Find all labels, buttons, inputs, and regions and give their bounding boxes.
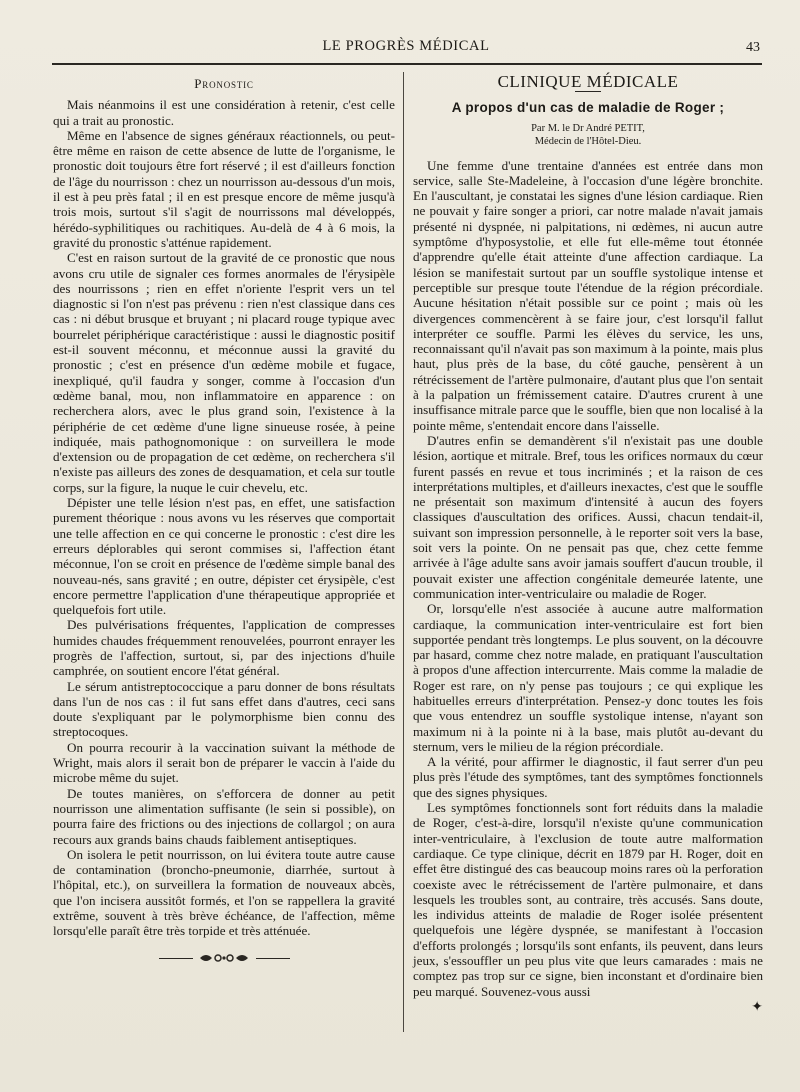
paragraph: Même en l'absence de signes généraux réactionnels, ou peut-être même en raison de cette absence de lutte de l'organisme, le pronostic doit toujours être fort réservé ; il est d'ailleurs fonction de l'âge du nourrisson : chez un nourrisson au-dessous d'un mois, il est à peu près fatal ; il en est presque encore de même jusqu'à trois mois, surtout s'il s'agit de nourrissons mal développés, hérédo-syphilitiques ou rachitiques. Au-delà de 4 à 6 mois, la gravité du pronostic s'atténue rapidement. — [53, 127, 395, 250]
paragraph: On pourra recourir à la vaccination suivant la méthode de Wright, mais alors il serait bon de préparer le vaccin à l'aide du microbe même du sujet. — [53, 739, 395, 786]
continuation-mark-icon: ✦ — [751, 999, 763, 1015]
paragraph: Des pulvérisations fréquentes, l'application de compresses humides chaudes fréquemment renouvelées, pourront enrayer les progrès de l'affection, surtout, si, par des injections d'huile camphrée, on soutient encore l'état général. — [53, 617, 395, 679]
ornament-divider — [53, 951, 395, 966]
paragraph: De toutes manières, on s'efforcera de donner au petit nourrisson une alimentation suffisante (le sein si possible), on pourra faire des frictions ou des injections de collargol ; on aura recours aux grands bains chauds faiblement antiseptiques. — [53, 785, 395, 847]
page-header — [52, 34, 760, 60]
header-rule — [52, 63, 762, 65]
paragraph: Or, lorsqu'elle n'est associée à aucune autre malformation cardiaque, la communication inter-ventriculaire est fort bien supportée pendant très longtemps. Le plus souvent, on la découvre par hasard, comme chez notre malade, en pratiquant l'auscultation à propos d'une affection intercurrente. Mais comme la maladie de Roger est rare, on n'y pense pas toujours ; ce qui explique les habituelles erreurs d'interprétation. Pensez-y donc toutes les fois que vous entendrez un souffle systolique intense, n'ayant son maximum ni à la pointe ni à la base, mais plutôt au-devant du sternum, vers le milieu de la région précordiale. — [413, 601, 763, 754]
article-byline: Par M. le Dr André PETIT, — [531, 122, 645, 134]
right-column — [413, 72, 763, 1015]
ornament-icon — [198, 952, 250, 964]
paragraph: Le sérum antistreptococcique a paru donner de bons résultats dans l'un de nos cas : il fut sans effet dans d'autres, ceci sans doute s'expliquant par le polymorphisme bien connu des streptocoques. — [53, 678, 395, 740]
column-divider — [403, 72, 404, 1032]
journal-title: LE PROGRÈS MÉDICAL — [322, 38, 490, 54]
author-affiliation: Médecin de l'Hôtel-Dieu. — [534, 135, 642, 147]
paragraph: Mais néanmoins il est une considération à retenir, c'est celle qui a trait au pronostic. — [53, 97, 395, 128]
left-column — [53, 72, 395, 966]
paragraph: Les symptômes fonctionnels sont fort réduits dans la maladie de Roger, c'est-à-dire, lorsqu'il n'existe qu'une communication inter-ventriculaire, à l'exclusion de toute autre malformation cardiaque. Ce type clinique, décrit en 1879 par H. Roger, doit en effet être distingué des cas beaucoup moins rares où la perforation coexiste avec le rétrécissement de l'artère pulmonaire, et dans lesquels les troubles sont, au contraire, très accusés. Sans doute, les individus atteints de maladie de Roger isolée présentent quelquefois une légère dyspnée, se manifestant à l'occasion d'efforts prolongés ; lorsqu'ils sont enfants, ils peuvent, dans leurs jeux, s'essouffler un peu plus vite que leurs camarades : mais ne comptez pas trop sur ce signe, bien inconstant et d'ordinaire bien peu marqué. Souvenez-vous aussi — [413, 800, 763, 999]
ornament-line-right — [256, 958, 290, 959]
paragraph: A la vérité, pour affirmer le diagnostic, il faut serrer d'un peu plus près l'étude des symptômes, tant des symptômes fonctionnels que des signes physiques. — [413, 754, 763, 800]
short-rule — [575, 91, 601, 92]
paragraph: On isolera le petit nourrisson, on lui évitera toute autre cause de contamination (broncho-pneumonie, diarrhée, surtout à l'hôpital, etc.), on surveillera la formation de nouveaux abcès, que l'on incisera aussitôt formés, et l'on se rappellera la gravité extrême, souvent à très brève échéance, de l'affection, même lorsqu'elle paraît être très torpide et très atténuée. — [53, 846, 395, 939]
section-title-clinique-medicale: CLINIQUE MÉDICALE — [497, 72, 679, 91]
page-number: 43 — [746, 40, 760, 55]
article-title: A propos d'un cas de maladie de Roger ; — [451, 100, 725, 116]
paragraph: Dépister une telle lésion n'est pas, en effet, une satisfaction purement théorique : nous avons vu les réserves que comportait une telle affection en ce qui concerne le pronostic : c'est dire les erreurs déplorables qui seront commises si, l'affection étant méconnue, l'on se croit en présence de l'œdème simple banal des nouveau-nés, sans gravité ; en outre, dépister cet érysipèle, c'est encore permettre l'application d'une thérapeutique appropriée et quelquefois fort utile. — [53, 495, 395, 618]
paragraph: Une femme d'une trentaine d'années est entrée dans mon service, salle Ste-Madeleine, à l'occasion d'une légère bronchite. En l'auscultant, je constatai les signes d'une lésion cardiaque. Rien ne pouvait y faire songer a priori, car notre malade n'avait jamais présenté ni dyspnée, ni palpitations, ni œdèmes, ni aucun autre symptôme d'hyposystolie, et elle fut elle-même tout étonnée d'apprendre qu'elle était atteinte d'une affection cardiaque. La lésion se manifestait surtout par un souffle systolique intense et perceptible sur presque toute l'étendue de la région précordiale. Aucune hésitation n'était possible sur ce point ; mais où les divergences commencèrent à se faire jour, c'est lorsqu'il fallut interpréter ce souffle. Parmi les élèves du service, les uns, reconnaissant qu'il n'avait pas son maximum à la pointe, mais plus haut, plus près de la base, du côté gauche, pensèrent à un rétrécissement de l'artère pulmonaire, d'autant plus que l'on sentait à la palpation un frémissement cataire. D'autres crurent à une insuffisance mitrale parce que le souffle, bien que non localisé à la pointe même, s'entendait encore dans l'aisselle. — [413, 157, 763, 433]
section-heading-pronostic: Pronostic — [194, 76, 254, 91]
paragraph: C'est en raison surtout de la gravité de ce pronostic que nous avons cru utile de signaler ces formes anormales de l'érysipèle des nourrissons ; rien en effet n'oriente l'esprit vers un tel diagnostic si l'on n'est pas prévenu : rien n'est classique dans ces cas : ni début brusque et bruyant ; ni placard rouge typique avec bourrelet périphérique caractéristique : aussi le diagnostic positif est-il souvent méconnu, et méconnue aussi la gravité du pronostic ; c'est en présence d'un œdème mobile et fugace, inexpliqué, qu'il faudra y songer, comme à l'occasion d'un œdème banal, mou, non inflammatoire en apparence : on recherchera alors, avec le plus grand soin, l'existence à la périphérie de cet œdème d'une ligne sinueuse rosée, à peine indiquée, mais pathognomonique : on surveillera le mode d'extension ou de propagation de cet œdème, on recherchera s'il n'existe pas ailleurs des zones de desquamation, et cela sur toutle corps, sur la figure, la nuque le cuir chevelu, etc. — [53, 250, 395, 495]
paragraph: D'autres enfin se demandèrent s'il n'existait pas une double lésion, aortique et mitrale. Bref, tous les orifices normaux du cœur furent passés en revue et tous incriminés ; et la raison de ces interprétations multiples, et d'ailleurs inexactes, c'est que le souffle ne présentait son maximum d'intensité à aucun des foyers classiques d'auscultation des orifices. Aussi, chacun tendait-il, suivant son impression personnelle, à le reporter soit vers la base, soit vers la pointe. On ne pensait pas que, chez cette femme arrivée à l'âge adulte sans avoir jamais souffert d'aucun trouble, il pouvait exister une affection congénitale demeurée latente, une communication inter-ventriculaire ou maladie de Roger. — [413, 432, 763, 601]
ornament-line-left — [159, 958, 193, 959]
